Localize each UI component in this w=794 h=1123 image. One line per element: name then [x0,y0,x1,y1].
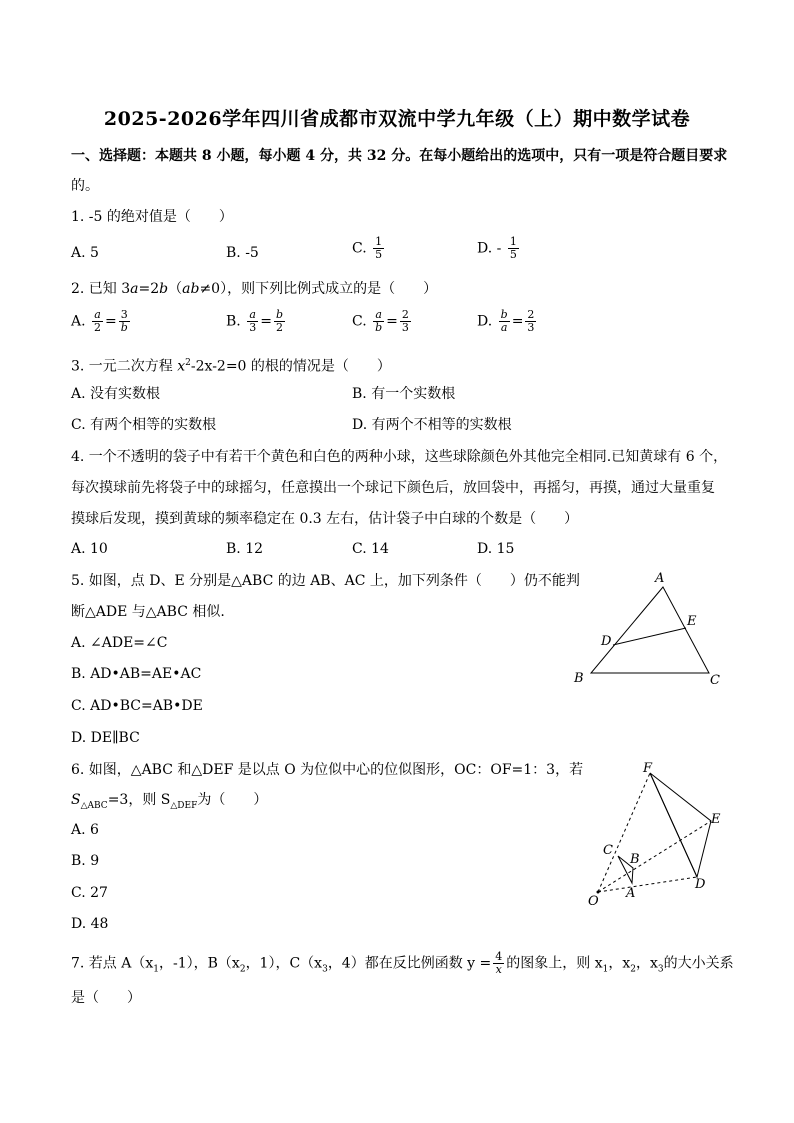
q5-label-b: B [574,671,584,686]
q6-option-a: A. 6 [71,822,99,838]
q2-option-a: A. $\frac{a}{2}$ = $\frac{3}{b}$ [71,308,128,334]
q5-label-d: D [601,634,612,649]
q5-triangle-abc [591,587,709,673]
q2-stem: 2. 已知 3a=2b（ab≠0），则下列比例式成立的是（ ） [71,281,438,297]
q6-label-e: E [711,812,721,827]
q7-stem-l1: 7. 若点 $A(x_1$，-1），$B(x_2$，1），$C(x_3$，4）都在反比例函数 y = $\frac{4}{x}$ 的图象上，则 $x_1$，$x_2$，$x_3$的大小关系 [71,950,734,976]
q4-option-a: A. 10 [71,541,108,557]
q5-segment-de [613,628,686,645]
q1-c-fraction: $\frac{1}{5}$ [375,235,383,261]
q5-option-a: A. ∠ADE=∠C [71,635,168,651]
q6-ray-od [598,877,697,892]
q4-stem-l1: 4. 一个不透明的袋子中有若干个黄色和白色的两种小球，这些球除颜色外其他完全相同.已知黄球有 6 个， [71,449,728,465]
q5-option-b: B. AD•AB=AE•AC [71,666,202,682]
q2-option-c: C. $\frac{a}{b}$ = $\frac{2}{3}$ [352,308,409,334]
q4-option-d: D. 15 [477,541,515,557]
q6-segment-fd [650,773,697,877]
q4-option-c: C. 14 [352,541,389,557]
q1-option-c [352,236,386,261]
q6-ray-of [598,773,650,892]
q4-stem-l2: 每次摸球前先将袋子中的球摇匀，任意摸出一个球记下颜色后，放回袋中，再摇匀，再摸，通过大量重复 [71,480,715,496]
q1-stem: 1. -5 的绝对值是（ ） [71,209,233,225]
q5-option-c: C. AD•BC=AB•DE [71,698,203,714]
q5-stem-l2: 断△ADE 与△ABC 相似. [71,604,225,620]
q6-label-f: F [643,761,653,776]
q6-option-c: C. 27 [71,885,108,901]
q6-triangle-def [650,773,711,877]
q1-d-fraction: $\frac{1}{5}$ [509,235,517,261]
q4-option-b: B. 12 [226,541,264,557]
q6-label-a: A [626,886,636,901]
section-heading-cont: 的。 [71,178,99,194]
q6-stem-l1: 6. 如图，△ABC 和△DEF 是以点 O 为位似中心的位似图形，OC：OF=1：3，若 [71,762,584,778]
q1-option-b: B. -5 [226,245,259,261]
q2-option-b: B. $\frac{a}{3}$ = $\frac{b}{2}$ [226,308,283,334]
q5-label-c: C [710,673,720,688]
q6-label-b: B [630,852,640,867]
q3-stem: 3. 一元二次方程 $x^2-2x-2=0$ 的根的情况是（ ） [71,358,391,375]
q6-option-b: B. 9 [71,853,100,869]
q7-fraction: $\frac{4}{x}$ [495,950,503,976]
q6-option-d: D. 48 [71,916,109,932]
q5-figure [565,565,735,695]
section-heading: 一、选择题：本题共 8 小题，每小题 4 分，共 32 分。在每小题给出的选项中，只有一项是符合题目要求 [71,148,728,164]
q3-option-b: B. 有一个实数根 [352,386,456,402]
q6-label-o: O [588,894,599,909]
q1-c-prefix: C. [352,240,367,257]
q6-figure [580,755,730,915]
page-title: 2025-2026学年四川省成都市双流中学九年级（上）期中数学试卷 [103,108,691,130]
q6-label-d: D [695,877,706,892]
q4-stem-l3: 摸球后发现，摸到黄球的频率稳定在 0.3 左右，估计袋子中白球的个数是（ ） [71,511,579,527]
q3-option-a: A. 没有实数根 [71,386,161,402]
q5-stem-l1: 5. 如图，点 D、E 分别是△ABC 的边 AB、AC 上，加下列条件（ ）仍不能判 [71,573,580,589]
q5-option-d: D. DE∥BC [71,730,140,746]
q2-option-d: D. $\frac{b}{a}$ = $\frac{2}{3}$ [477,308,535,334]
q6-stem-l2: $S_{\triangle ABC}=3$，则 $S_{\triangle DEF}$为（ ） [71,792,268,811]
q5-label-a: A [655,571,665,586]
q1-option-a: A. 5 [71,245,99,261]
q6-label-c: C [603,843,613,858]
q1-option-d [477,236,521,261]
q3-option-c: C. 有两个相等的实数根 [71,417,217,433]
q5-label-e: E [687,614,697,629]
q7-stem-l2: 是（ ） [71,990,141,1006]
q1-d-prefix: D. - [477,240,502,257]
q3-option-d: D. 有两个不相等的实数根 [352,417,512,433]
